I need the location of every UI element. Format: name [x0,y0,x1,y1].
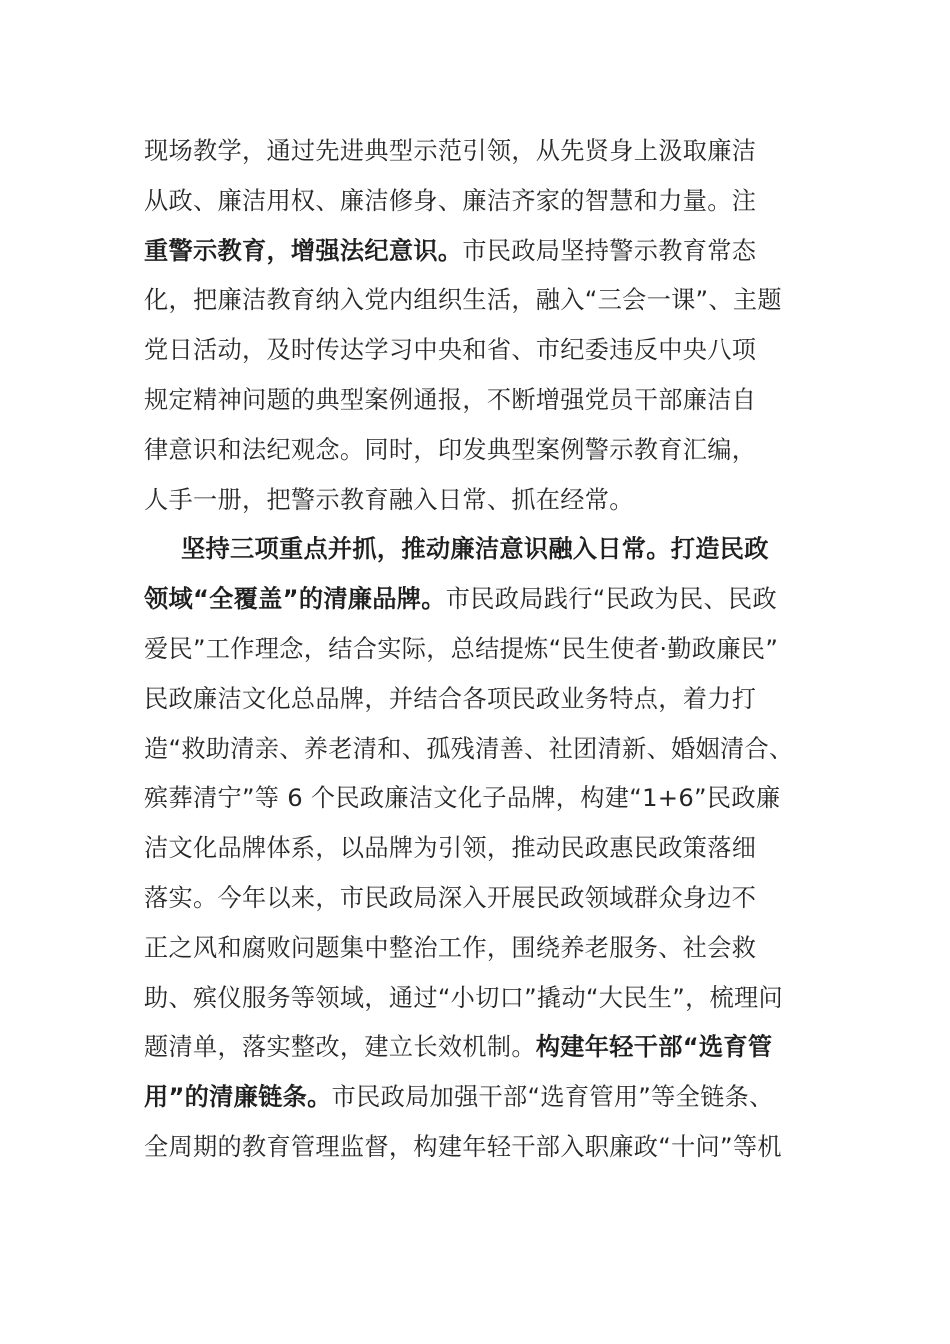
text-line: 民政廉洁文化总品牌，并结合各项民政业务特点，着力打 [144,684,757,713]
text-line: 正之风和腐败问题集中整治工作，围绕养老服务、社会救 [144,933,757,962]
paragraph-heading: 坚持三项重点并抓，推动廉洁意识融入日常。打造民政 [181,535,769,564]
text-line: 人手一册，把警示教育融入日常、抓在经常。 [144,485,634,514]
text-run: 市民政局践行“民政为民、民政 [445,585,777,614]
text-run: 题清单，落实整改，建立长效机制。 [144,1033,536,1062]
text-line: 化，把廉洁教育纳入党内组织生活，融入“三会一课”、主题 [144,286,782,315]
text-line [144,227,808,277]
text-line: 律意识和法纪观念。同时，印发典型案例警示教育汇编， [144,435,757,464]
text-line [144,1073,808,1123]
text-line: 洁文化品牌体系，以品牌为引领，推动民政惠民政策落细 [144,834,757,863]
document-body [144,127,808,1173]
text-line [144,1023,808,1073]
bold-heading: 重警示教育，增强法纪意识。 [144,236,463,265]
text-line: 落实。今年以来，市民政局深入开展民政领域群众身边不 [144,883,757,912]
text-line [144,575,808,625]
text-line: 党日活动，及时传达学习中央和省、市纪委违反中央八项 [144,336,757,365]
text-line: 规定精神问题的典型案例通报，不断增强党员干部廉洁自 [144,385,757,414]
paragraph-1 [144,127,808,525]
text-line: 爱民”工作理念，结合实际，总结提炼“民生使者·勤政廉民” [144,634,779,663]
text-run: 市民政局加强干部“选育管用”等全链条、 [331,1083,774,1112]
paragraph-2 [144,525,808,1172]
text-line: 全周期的教育管理监督，构建年轻干部入职廉政“十问”等机 [144,1132,782,1161]
text-line: 造“救助清亲、养老清和、孤残清善、社团清新、婚姻清合、 [144,734,794,763]
bold-heading: 用”的清廉链条。 [144,1083,332,1112]
text-line: 现场教学，通过先进典型示范引领，从先贤身上汲取廉洁 [144,137,757,165]
text-line: 助、殡仪服务等领域，通过“小切口”撬动“大民生”，梳理问 [144,983,784,1012]
bold-heading: 构建年轻干部“选育管 [535,1033,773,1062]
text-line: 从政、廉洁用权、廉洁修身、廉洁齐家的智慧和力量。注 [144,186,757,215]
text-run: 市民政局坚持警示教育常态 [462,236,757,265]
bold-heading: 领域“全覆盖”的清廉品牌。 [144,585,446,614]
text-line: 殡葬清宁”等 6 个民政廉洁文化子品牌，构建“1+6”民政廉 [144,784,781,813]
